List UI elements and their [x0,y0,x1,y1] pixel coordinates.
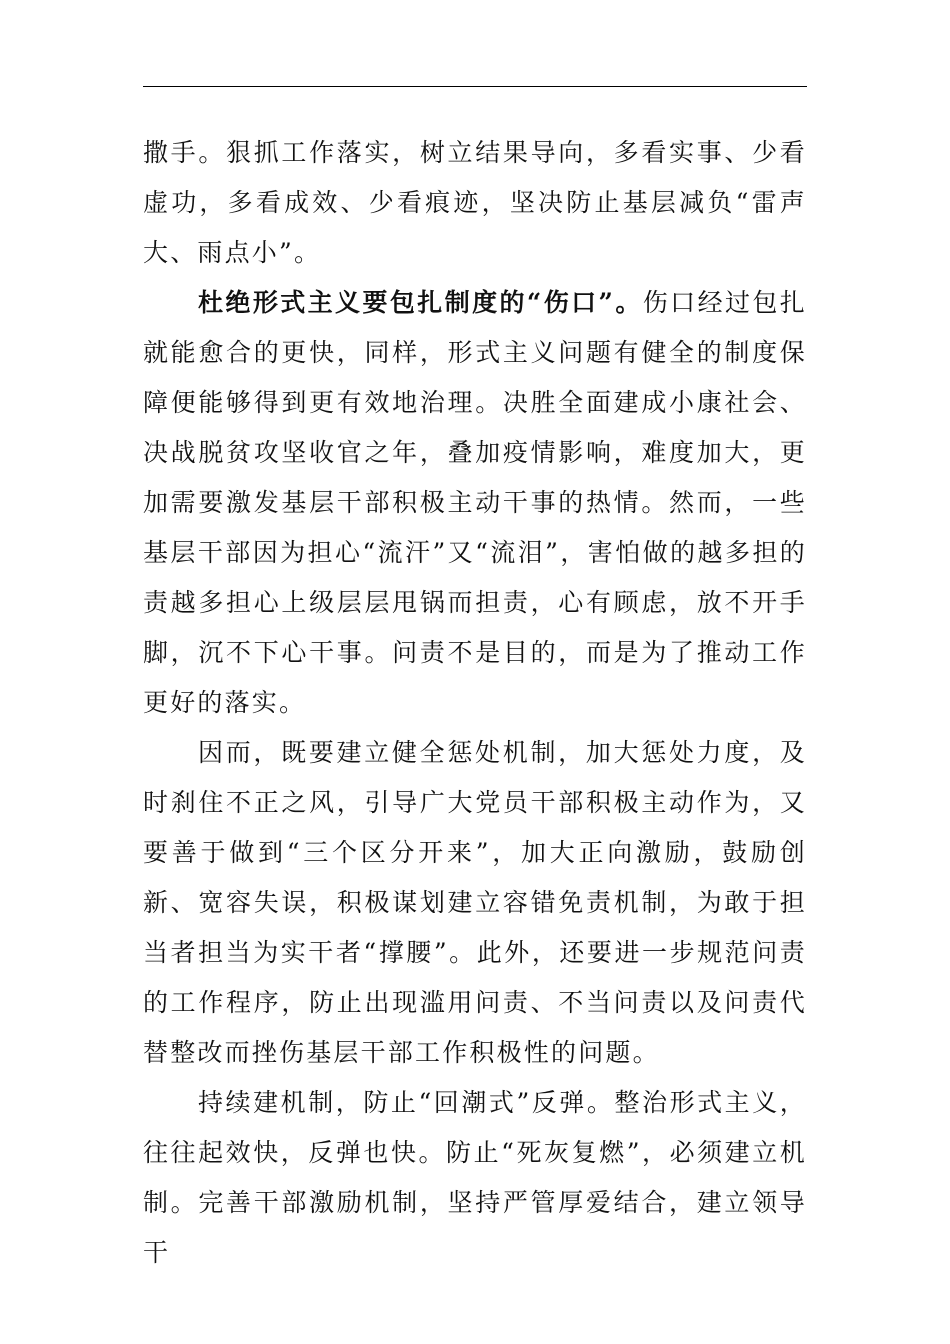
paragraph-text: 伤口经过包扎就能愈合的更快，同样，形式主义问题有健全的制度保障便能够得到更有效地治理。决胜全面建成小康社会、决战脱贫攻坚收官之年，叠加疫情影响，难度加大，更加需要激发基层干部积极主动干事的热情。然而，一些基层干部因为担心“流汗”又“流泪”，害怕做的越多担的责越多担心上级层层甩锅而担责，心有顾虑，放不开手脚，沉不下心干事。问责不是目的，而是为了推动工作更好的落实。 [143,288,808,717]
paragraph-continuation [143,128,807,278]
paragraph-wound-bandage [143,278,807,728]
paragraph-text: 撒手。狠抓工作落实，树立结果导向，多看实事、少看虚功，多看成效、少看痕迹，坚决防止基层减负“雷声大、雨点小”。 [143,138,807,267]
paragraph-lead-heading: 杜绝形式主义要包扎制度的“伤口”。 [198,288,643,317]
paragraph-text: 因而，既要建立健全惩处机制，加大惩处力度，及时刹住不正之风，引导广大党员干部积极主动作为，又要善于做到“三个区分开来”，加大正向激励，鼓励创新、宽容失误，积极谋划建立容错免责机制，为敢于担当者担当为实干者“撑腰”。此外，还要进一步规范问责的工作程序，防止出现滥用问责、不当问责以及问责代替整改而挫伤基层干部工作积极性的问题。 [143,738,807,1067]
document-body [143,128,807,1278]
paragraph-accountability [143,728,807,1078]
paragraph-mechanism [143,1078,807,1278]
header-rule [143,86,807,87]
paragraph-text: 持续建机制，防止“回潮式”反弹。整治形式主义，往往起效快，反弹也快。防止“死灰复燃”，必须建立机制。完善干部激励机制，坚持严管厚爱结合，建立领导干 [143,1088,807,1267]
